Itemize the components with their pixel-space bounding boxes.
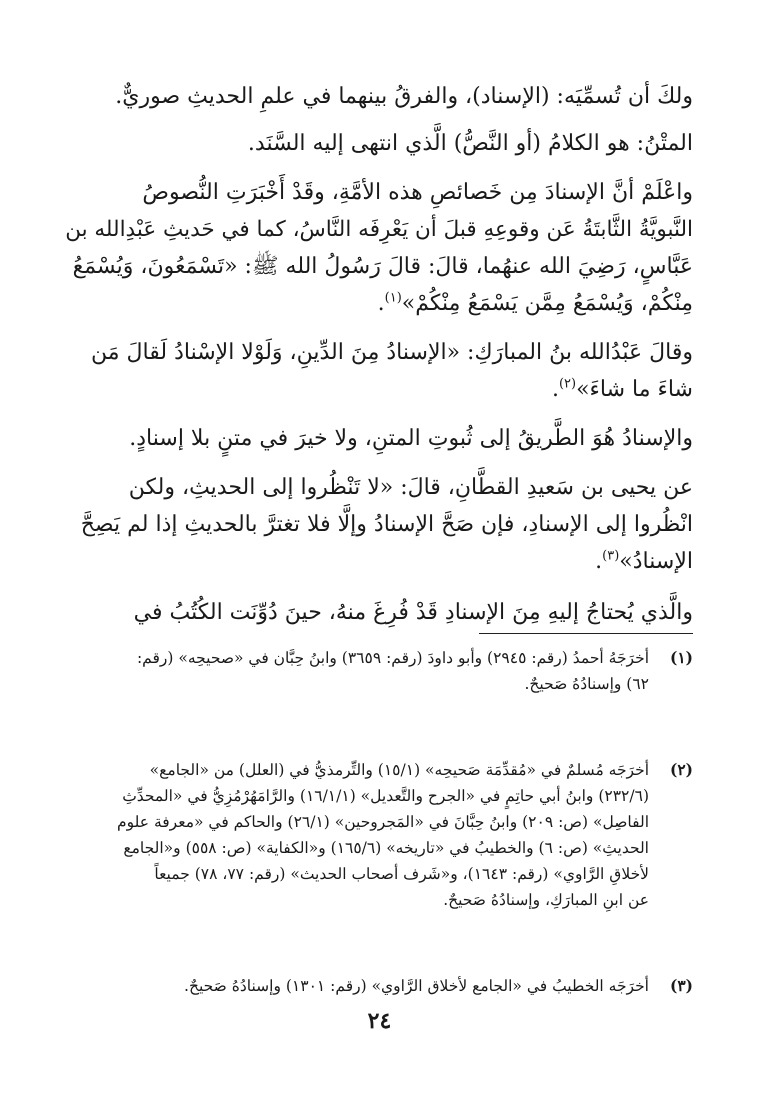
footnote-line: لأخلاقِ الرَّاوي» (رقم: ١٦٤٣)، و«شَرف أصحاب الحديث» (رقم: ٧٧، ٧٨) جميعاً <box>154 865 649 883</box>
footnote-subnote-line <box>65 917 649 943</box>
footnote <box>65 645 693 753</box>
paragraph-5: والإسنادُ هُوَ الطَّريقُ إلى ثُبوتِ المتنِ، ولا خيرَ في متنٍ بلا إسنادٍ. <box>129 426 693 451</box>
paragraph-6-line: عن يحيى بن سَعيدِ القطَّانِ، قالَ: «لا تَنْظُروا إلى الحديثِ، ولكن <box>128 475 693 500</box>
paragraph-4-line: وقالَ عَبْدُالله بنُ المبارَكِ: «الإسنادُ مِنَ الدِّينِ، وَلَوْلا الإسْنادُ لَقالَ مَن <box>91 340 693 365</box>
paragraph-6-line <box>65 543 693 580</box>
paragraph-3-line: واعْلَمْ أنَّ الإسنادَ مِن خَصائصِ هذه الأمَّةِ، وقَدْ أَخْبَرَتِ النُّصوصُ <box>142 180 693 205</box>
paragraph-3-end: . <box>377 291 385 316</box>
footnote-line: ٦٢) وإسنادُهُ صَحيحٌ. <box>524 675 649 693</box>
footnote-line: أخرَجَه الخطيبُ في «الجامع لأخلاق الرَّاوي» (رقم: ١٣٠١) وإسنادُهُ صَحيحٌ. <box>184 977 649 995</box>
paragraph-6-text: الإسنادُ» <box>619 549 693 574</box>
footnote-line: الحديثِ» (ص: ٦) والخطيبُ في «تاريخه» (١٦٥/٦) و«الكفاية» (ص: ٥٥٨) و«الجامع <box>123 839 649 857</box>
paragraph-3-line: النَّبويَّةُ الثَّابتَةُ عَن وقوعِهِ قبلَ أن يَعْرِفَه النَّاسُ، كما في حَديثِ عَبْدِالله بن <box>65 217 693 242</box>
paragraph-4 <box>65 334 693 408</box>
paragraph-3 <box>65 174 693 322</box>
footnote-subnote-line <box>65 701 649 727</box>
paragraph-4-line <box>65 371 693 408</box>
footnote-line: (٢٣٢/٦) وابنُ أبي حاتِمٍ في «الجرح والتَّعديل» (١٦/١/١) والرَّامَهُرْمُزِيُّ في «المحدِّثِ <box>122 787 649 805</box>
paragraph-3-text: مِنْكُمْ، وَيُسْمَعُ مِمَّن يَسْمَعُ مِنْكُمْ» <box>401 291 693 316</box>
paragraph-6-line: انْظُروا إلى الإسنادِ، فإن صَحَّ الإسنادُ وإلَّا فلا تغترَّ بالحديثِ إذا لم يَصِحَّ <box>80 512 693 537</box>
footnote-subnote-line <box>65 943 649 969</box>
paragraph-4-end: . <box>551 377 559 402</box>
footnote-ref-2: (٢) <box>558 376 577 392</box>
paragraph-3-line: عَبَّاسٍ، رَضِيَ الله عنهُما، قالَ: قالَ رَسُولُ الله ﷺ: «تَسْمَعُونَ، وَيُسْمَعُ <box>72 254 693 279</box>
footnote-number: (٢) <box>669 760 693 779</box>
footnote-divider <box>479 633 693 634</box>
footnote-number: (١) <box>669 648 693 667</box>
paragraph-4-text: شاءَ ما شاءَ» <box>576 377 693 402</box>
footnote-number: (٣) <box>669 976 693 995</box>
footnote-line: عن ابنِ المبارَكِ، وإسنادُهُ صَحيحٌ. <box>443 891 649 909</box>
main-text <box>65 78 693 631</box>
footnote <box>65 973 693 999</box>
paragraph-2: المتْنُ: هو الكلامُ (أو النَّصُّ) الَّذي انتهى إليه السَّنَد. <box>247 131 693 156</box>
footnote-line: الفاصِل» (ص: ٢٠٩) وابنُ حِبَّانَ في «المَجروحين» (٢٦/١) والحاكم في «معرفة علوم <box>117 813 649 831</box>
footnote-ref-1: (١) <box>384 290 402 306</box>
footnote-subnote <box>65 917 649 969</box>
footnotes <box>65 645 693 1003</box>
footnote-line: أخرَجَه مُسلمٌ في «مُقدِّمَة صَحيحِه» (١٥/١) والتِّرمذيُّ في (العلل) من «الجامع» <box>149 761 649 779</box>
paragraph-3-line <box>65 285 693 322</box>
footnote-ref-3: (٣) <box>602 548 620 564</box>
paragraph-1: ولكَ أن تُسمِّيَه: (الإسناد)، والفرقُ بينهما في علمِ الحديثِ صوريٌّ. <box>115 84 693 109</box>
footnote <box>65 757 693 969</box>
paragraph-6-end: . <box>595 549 603 574</box>
page-number: ٢٤ <box>367 1008 392 1034</box>
paragraph-7: والَّذي يُحتاجُ إليهِ مِنَ الإسنادِ قَدْ فُرِغَ منهُ، حينَ دُوِّنَت الكُتُبُ في <box>133 600 693 625</box>
paragraph-6 <box>65 469 693 580</box>
footnote-subnote-line <box>65 727 649 753</box>
footnote-line: أخرَجَهُ أحمدُ (رقم: ٢٩٤٥) وأبو داودَ (رقم: ٣٦٥٩) وابنُ حِبَّان في «صحيحِه» (رقم: <box>136 649 649 667</box>
footnote-subnote <box>65 701 649 753</box>
